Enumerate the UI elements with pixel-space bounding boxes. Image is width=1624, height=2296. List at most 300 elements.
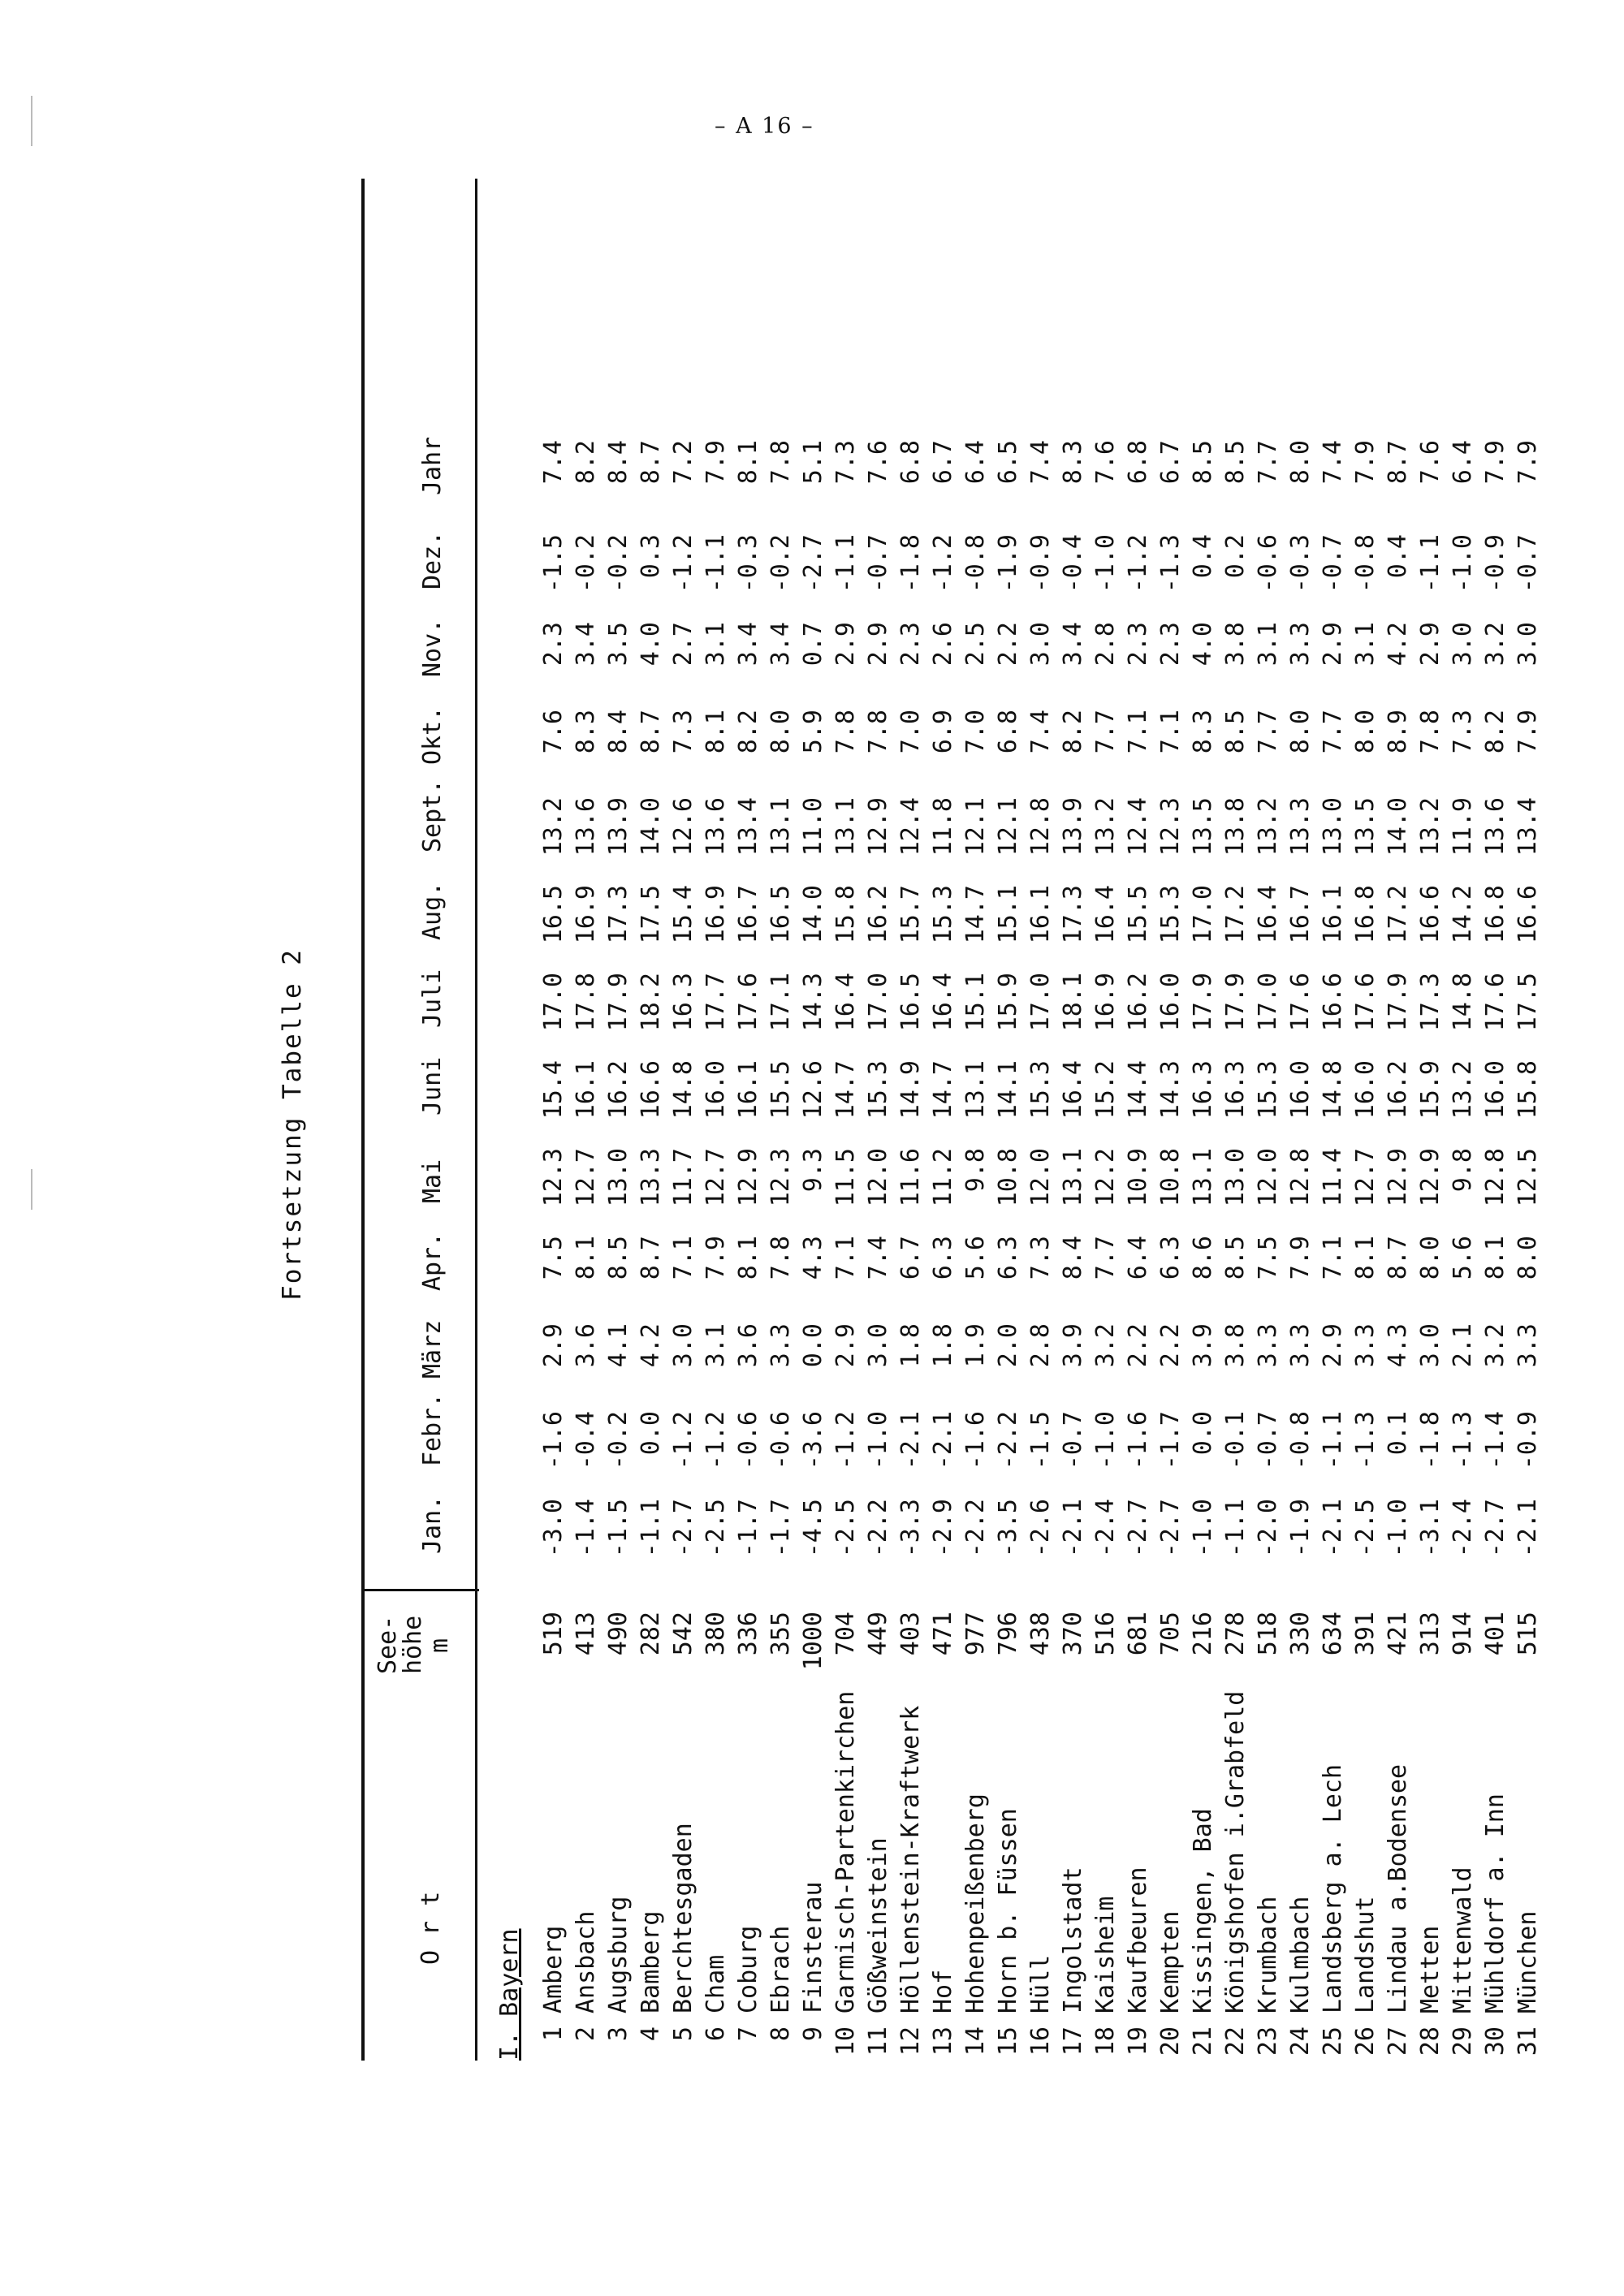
temperature-value: 13.2 [1091,797,1120,857]
temperature-value: 8.0 [1286,710,1315,754]
temperature-value: 3.2 [1091,1323,1120,1368]
header-month: Jahr [418,436,447,495]
temperature-value: 0.0 [637,1411,665,1456]
row-number: 13 [929,2026,957,2056]
temperature-value: 8.3 [1189,710,1217,754]
temperature-value: 1.8 [929,1323,957,1368]
temperature-value: 3.4 [572,622,600,667]
temperature-value: 0.2 [1221,534,1250,579]
row-number: 17 [1059,2026,1087,2056]
page-number: – A 16 – [715,114,814,139]
station-name: Berchtesgaden [669,1823,698,2013]
temperature-value: 8.3 [1059,440,1087,485]
temperature-value: 2.8 [1091,622,1120,667]
scan-artifact [31,1169,32,1210]
temperature-value: 7.8 [767,440,795,485]
temperature-value: 15.8 [1514,1060,1542,1120]
temperature-value: 2.7 [669,622,698,667]
temperature-value: 3.0 [864,1323,892,1368]
temperature-value: -1.2 [929,534,957,593]
temperature-value: 7.6 [539,710,568,754]
temperature-value: 13.2 [1416,797,1445,857]
temperature-value: 13.1 [1059,1148,1087,1207]
row-number: 3 [604,2026,633,2042]
temperature-value: 14.8 [669,1060,698,1120]
section-title: I. Bayern [495,1928,524,2061]
temperature-value: 8.7 [637,440,665,485]
temperature-value: 16.2 [1124,973,1152,1032]
row-number: 26 [1351,2026,1380,2056]
temperature-value: 16.6 [1416,885,1445,944]
temperature-value: 2.8 [1026,1323,1055,1368]
temperature-value: 8.5 [1221,440,1250,485]
elevation: 542 [669,1612,698,1656]
temperature-value: 7.9 [702,1236,730,1280]
temperature-value: 16.4 [929,973,957,1032]
station-name: Cham [702,1954,730,2013]
temperature-value: 2.9 [539,1323,568,1368]
temperature-value: 7.7 [1254,710,1282,754]
row-number: 25 [1319,2026,1347,2056]
temperature-value: 7.9 [1286,1236,1315,1280]
temperature-value: 6.3 [1156,1236,1185,1280]
scan-artifact [31,96,32,146]
temperature-value: -0.2 [767,534,795,593]
temperature-value: 7.7 [1091,710,1120,754]
temperature-value: 16.1 [734,1060,762,1120]
temperature-value: -1.1 [831,534,860,593]
station-name: Garmisch-Partenkirchen [831,1690,860,2013]
temperature-value: -1.5 [604,1499,633,1558]
temperature-value: 8.0 [767,710,795,754]
temperature-value: 6.7 [929,440,957,485]
temperature-value: 6.7 [896,1236,925,1280]
header-ort: O r t [417,1891,445,1965]
temperature-value: 17.3 [1416,973,1445,1032]
temperature-value: 8.0 [1286,440,1315,485]
row-number: 11 [864,2026,892,2056]
temperature-value: 7.9 [1481,440,1510,485]
temperature-value: 16.1 [1026,885,1055,944]
temperature-value: 4.3 [799,1236,827,1280]
temperature-value: 13.3 [1286,797,1315,857]
temperature-value: 10.9 [1124,1148,1152,1207]
temperature-value: 17.1 [767,973,795,1032]
temperature-value: 7.8 [767,1236,795,1280]
temperature-value: 4.1 [604,1323,633,1368]
temperature-value: 7.1 [1319,1236,1347,1280]
station-name: Höllenstein-Kraftwerk [896,1705,925,2013]
temperature-value: 7.1 [669,1236,698,1280]
temperature-value: 12.7 [1351,1148,1380,1207]
temperature-value: 3.3 [1514,1323,1542,1368]
temperature-value: 18.2 [637,973,665,1032]
temperature-value: 7.7 [1091,1236,1120,1280]
temperature-value: 8.7 [1384,440,1412,485]
row-number: 7 [734,2026,762,2042]
temperature-value: 16.9 [572,885,600,944]
temperature-value: -1.8 [1416,1411,1445,1470]
temperature-value: 3.0 [1026,622,1055,667]
temperature-value: 14.0 [637,797,665,857]
temperature-value: 12.4 [1124,797,1152,857]
temperature-value: -1.2 [831,1411,860,1470]
temperature-value: 3.0 [669,1323,698,1368]
temperature-value: 17.9 [1384,973,1412,1032]
temperature-value: 7.3 [1026,1236,1055,1280]
row-number: 29 [1449,2026,1477,2056]
temperature-value: 7.7 [1319,710,1347,754]
temperature-value: 8.2 [734,710,762,754]
temperature-value: 12.7 [702,1148,730,1207]
temperature-value: -0.8 [1286,1411,1315,1470]
temperature-value: 0.7 [799,622,827,667]
temperature-value: 11.7 [669,1148,698,1207]
temperature-value: 8.4 [1059,1236,1087,1280]
header-month: Apr. [418,1232,447,1291]
temperature-value: -2.2 [864,1499,892,1558]
temperature-value: 6.8 [1124,440,1152,485]
temperature-value: 7.4 [864,1236,892,1280]
temperature-value: 2.3 [1156,622,1185,667]
temperature-value: 6.9 [929,710,957,754]
temperature-value: 11.9 [1449,797,1477,857]
temperature-value: 10.8 [994,1148,1022,1207]
temperature-value: 15.1 [961,973,990,1032]
header-month: Jan. [418,1495,447,1554]
temperature-value: -0.7 [1059,1411,1087,1470]
row-number: 19 [1124,2026,1152,2056]
elevation: 515 [1514,1612,1542,1656]
station-name: Kulmbach [1286,1896,1315,2013]
temperature-value: -1.7 [1156,1411,1185,1470]
temperature-value: 16.9 [702,885,730,944]
temperature-value: -0.2 [604,534,633,593]
temperature-value: -1.4 [572,1499,600,1558]
station-name: Amberg [539,1925,568,2013]
temperature-value: 11.0 [799,797,827,857]
temperature-value: 13.6 [572,797,600,857]
elevation: 1000 [799,1612,827,1671]
temperature-value: -0.6 [1254,534,1282,593]
temperature-value: 3.0 [1449,622,1477,667]
elevation: 796 [994,1612,1022,1656]
temperature-value: 2.9 [831,1323,860,1368]
temperature-value: 16.0 [1481,1060,1510,1120]
temperature-value: 2.0 [994,1323,1022,1368]
temperature-value: 2.9 [831,622,860,667]
temperature-value: 4.2 [637,1323,665,1368]
temperature-value: -2.5 [1351,1499,1380,1558]
temperature-value: 16.0 [1156,973,1185,1032]
temperature-value: 9.8 [1449,1148,1477,1193]
temperature-value: -1.5 [539,534,568,593]
temperature-value: 2.6 [929,622,957,667]
temperature-value: 8.2 [1481,710,1510,754]
temperature-value: 16.7 [734,885,762,944]
row-number: 1 [539,2026,568,2042]
temperature-value: 10.8 [1156,1148,1185,1207]
temperature-value: 16.6 [1319,973,1347,1032]
temperature-value: 0.3 [637,534,665,579]
temperature-value: 7.4 [539,440,568,485]
temperature-value: 12.8 [1481,1148,1510,1207]
temperature-value: 6.7 [1156,440,1185,485]
temperature-value: 8.2 [572,440,600,485]
temperature-value: 0.4 [1384,534,1412,579]
temperature-value: 13.3 [637,1148,665,1207]
temperature-value: 16.3 [669,973,698,1032]
elevation: 216 [1189,1612,1217,1656]
station-name: Hüll [1026,1954,1055,2013]
temperature-value: 5.9 [799,710,827,754]
temperature-value: -2.1 [1514,1499,1542,1558]
row-number: 16 [1026,2026,1055,2056]
header-month: März [418,1319,447,1379]
temperature-value: 17.0 [1189,885,1217,944]
temperature-value: 7.7 [1254,440,1282,485]
header-month: Febr. [418,1392,447,1466]
elevation: 681 [1124,1612,1152,1656]
temperature-value: -3.3 [896,1499,925,1558]
elevation: 330 [1286,1612,1315,1656]
temperature-value: 3.4 [767,622,795,667]
temperature-value: 17.0 [1254,973,1282,1032]
temperature-value: 13.0 [1319,797,1347,857]
temperature-value: -1.5 [1026,1411,1055,1470]
temperature-value: 6.8 [994,710,1022,754]
temperature-value: 3.1 [702,1323,730,1368]
temperature-value: 13.6 [702,797,730,857]
temperature-value: 8.1 [734,440,762,485]
temperature-value: 14.2 [1449,885,1477,944]
temperature-value: 7.1 [831,1236,860,1280]
elevation: 401 [1481,1612,1510,1656]
temperature-value: 17.6 [734,973,762,1032]
temperature-value: 17.9 [604,973,633,1032]
elevation: 370 [1059,1612,1087,1656]
header-seehoehe-2: höhe [399,1615,427,1674]
temperature-value: -2.0 [1254,1499,1282,1558]
temperature-value: 16.1 [1319,885,1347,944]
temperature-value: 12.9 [1416,1148,1445,1207]
header-month: Aug. [418,881,447,940]
temperature-value: 7.6 [864,440,892,485]
temperature-value: 7.2 [669,440,698,485]
row-number: 22 [1221,2026,1250,2056]
station-name: Metten [1416,1925,1445,2013]
temperature-value: 17.5 [1514,973,1542,1032]
temperature-value: 16.4 [1254,885,1282,944]
temperature-value: 2.9 [1416,622,1445,667]
temperature-value: 7.9 [1514,710,1542,754]
station-name: Mittenwald [1449,1867,1477,2013]
temperature-value: 12.6 [669,797,698,857]
temperature-value: 17.7 [702,973,730,1032]
elevation: 421 [1384,1612,1412,1656]
temperature-value: 8.1 [1351,1236,1380,1280]
temperature-value: 0.1 [1384,1411,1412,1456]
temperature-value: 7.8 [1416,710,1445,754]
temperature-value: 15.8 [831,885,860,944]
temperature-value: 11.2 [929,1148,957,1207]
temperature-value: -1.0 [1449,534,1477,593]
row-number: 28 [1416,2026,1445,2056]
header-divider [361,1589,479,1591]
temperature-value: 9.8 [961,1148,990,1193]
station-name: Ebrach [767,1925,795,2013]
temperature-value: 12.2 [1091,1148,1120,1207]
temperature-value: 14.8 [1319,1060,1347,1120]
temperature-value: 7.9 [1514,440,1542,485]
temperature-value: 2.1 [1449,1323,1477,1368]
temperature-value: 16.9 [1091,973,1120,1032]
temperature-value: 0.4 [1189,534,1217,579]
temperature-value: -2.7 [669,1499,698,1558]
temperature-value: 7.6 [1091,440,1120,485]
row-number: 6 [702,2026,730,2042]
temperature-value: 13.9 [604,797,633,857]
temperature-value: -2.2 [961,1499,990,1558]
temperature-value: -3.1 [1416,1499,1445,1558]
temperature-value: 12.9 [864,797,892,857]
temperature-value: 17.2 [1221,885,1250,944]
temperature-value: 7.5 [1254,1236,1282,1280]
temperature-value: -0.8 [1351,534,1380,593]
station-name: Kaisheim [1091,1896,1120,2013]
temperature-value: 13.9 [1059,797,1087,857]
temperature-value: 16.3 [1221,1060,1250,1120]
temperature-value: 16.2 [1384,1060,1412,1120]
temperature-value: 3.0 [1416,1323,1445,1368]
temperature-value: 15.3 [929,885,957,944]
temperature-value: 7.0 [961,710,990,754]
elevation: 471 [929,1612,957,1656]
temperature-value: -1.7 [734,1499,762,1558]
temperature-value: 17.2 [1384,885,1412,944]
temperature-value: 16.4 [1059,1060,1087,1120]
temperature-value: -2.6 [1026,1499,1055,1558]
temperature-value: 2.2 [1156,1323,1185,1368]
temperature-value: -2.7 [1124,1499,1152,1558]
temperature-value: -2.5 [831,1499,860,1558]
station-name: Horn b. Füssen [994,1808,1022,2013]
temperature-value: 12.3 [1156,797,1185,857]
temperature-value: -1.2 [702,1411,730,1470]
temperature-value: 17.3 [604,885,633,944]
temperature-value: 14.9 [896,1060,925,1120]
temperature-value: 8.0 [1514,1236,1542,1280]
temperature-value: 18.1 [1059,973,1087,1032]
temperature-value: 17.6 [1351,973,1380,1032]
temperature-value: 17.5 [637,885,665,944]
temperature-value: 17.3 [1059,885,1087,944]
temperature-value: 15.9 [994,973,1022,1032]
temperature-value: -1.3 [1449,1411,1477,1470]
temperature-value: 3.3 [1351,1323,1380,1368]
temperature-value: 3.8 [1221,1323,1250,1368]
temperature-value: 15.4 [539,1060,568,1120]
elevation: 380 [702,1612,730,1656]
temperature-value: 13.1 [1189,1148,1217,1207]
temperature-value: -0.9 [1481,534,1510,593]
header-month: Okt. [418,706,447,765]
temperature-value: -1.0 [1091,534,1120,593]
temperature-value: 14.8 [1449,973,1477,1032]
temperature-value: -2.9 [929,1499,957,1558]
temperature-value: 3.8 [1221,622,1250,667]
temperature-value: -1.1 [1416,534,1445,593]
row-number: 30 [1481,2026,1510,2056]
header-rule [475,179,477,2061]
temperature-value: 8.5 [1221,1236,1250,1280]
temperature-value: 2.3 [896,622,925,667]
temperature-value: 15.3 [864,1060,892,1120]
temperature-value: 16.6 [1514,885,1542,944]
temperature-value: 7.5 [539,1236,568,1280]
temperature-value: 6.3 [929,1236,957,1280]
temperature-value: 3.6 [734,1323,762,1368]
temperature-value: -3.6 [799,1411,827,1470]
temperature-value: 8.4 [604,440,633,485]
temperature-value: 17.6 [1481,973,1510,1032]
temperature-value: 8.0 [1351,710,1380,754]
temperature-value: -2.5 [702,1499,730,1558]
row-number: 14 [961,2026,990,2056]
row-number: 27 [1384,2026,1412,2056]
temperature-value: 14.3 [1156,1060,1185,1120]
temperature-value: 4.2 [1384,622,1412,667]
temperature-value: -0.6 [767,1411,795,1470]
temperature-value: 4.0 [1189,622,1217,667]
temperature-value: 13.2 [1449,1060,1477,1120]
temperature-value: 5.6 [1449,1236,1477,1280]
temperature-value: 7.4 [1026,440,1055,485]
temperature-value: 15.3 [1254,1060,1282,1120]
temperature-value: 8.7 [1384,1236,1412,1280]
station-name: Landshut [1351,1896,1380,2013]
elevation: 518 [1254,1612,1282,1656]
elevation: 977 [961,1612,990,1656]
temperature-value: 3.0 [1514,622,1542,667]
table-caption: Fortsetzung Tabelle 2 [278,948,307,1301]
station-name: Landsberg a. Lech [1319,1763,1347,2013]
temperature-value: 12.9 [734,1148,762,1207]
temperature-value: -1.6 [961,1411,990,1470]
temperature-value: 3.1 [1351,622,1380,667]
temperature-value: -3.0 [539,1499,568,1558]
temperature-value: -2.2 [994,1411,1022,1470]
temperature-value: -0.3 [1286,534,1315,593]
temperature-value: 2.9 [1319,622,1347,667]
temperature-value: 6.8 [896,440,925,485]
temperature-value: 8.5 [1221,710,1250,754]
temperature-value: 16.7 [1286,885,1315,944]
temperature-value: 15.5 [767,1060,795,1120]
elevation: 490 [604,1612,633,1656]
station-name: Bamberg [637,1910,665,2013]
row-number: 5 [669,2026,698,2042]
header-month: Nov. [418,618,447,677]
temperature-value: 8.5 [604,1236,633,1280]
temperature-value: 7.4 [1026,710,1055,754]
temperature-value: 17.8 [572,973,600,1032]
temperature-value: 7.6 [1416,440,1445,485]
temperature-value: -2.7 [799,534,827,593]
temperature-value: 16.4 [1091,885,1120,944]
temperature-value: 12.3 [539,1148,568,1207]
station-name: Ingolstadt [1059,1867,1087,2013]
